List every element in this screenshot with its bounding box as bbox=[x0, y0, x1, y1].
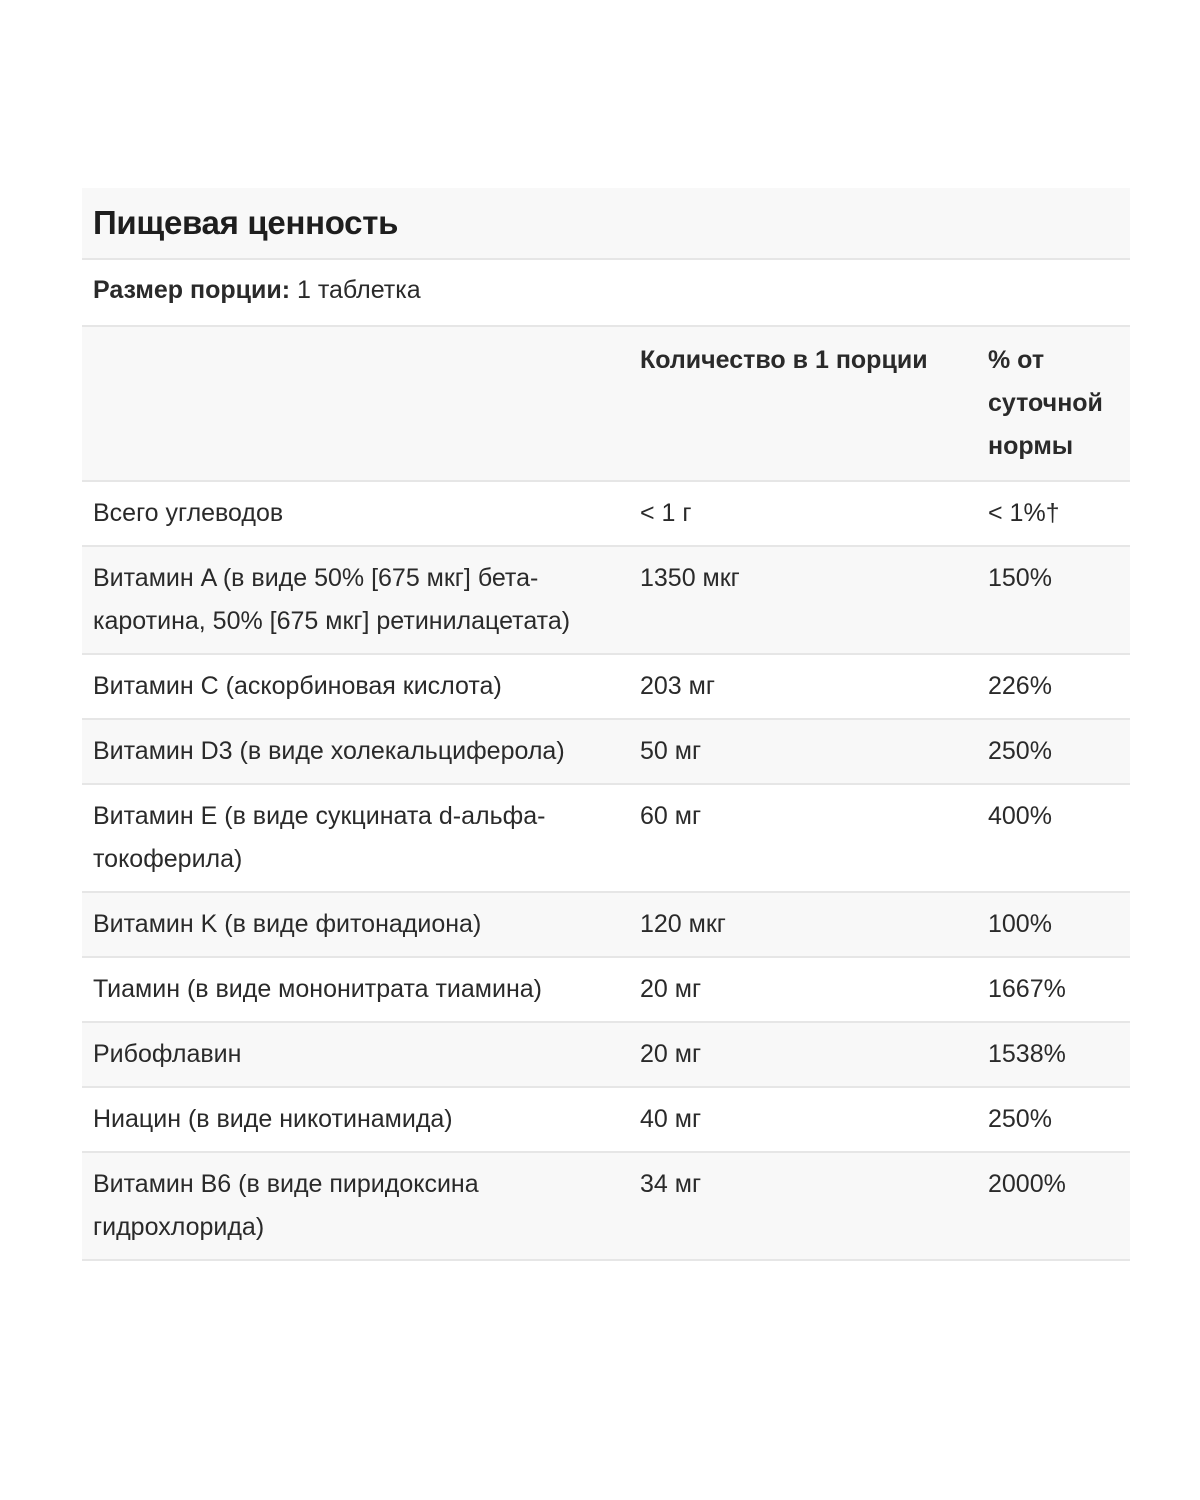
table-row bbox=[82, 481, 1130, 546]
table-row bbox=[82, 1152, 1130, 1260]
table-row bbox=[82, 719, 1130, 784]
nutrition-facts-panel bbox=[82, 188, 1130, 1261]
table-row bbox=[82, 654, 1130, 719]
nutrient-daily-value: 226% bbox=[988, 672, 1052, 700]
panel-title: Пищевая ценность bbox=[82, 188, 1130, 260]
nutrient-daily-value: 2000% bbox=[988, 1170, 1066, 1198]
table-header bbox=[82, 327, 1130, 481]
column-header-amount: Количество в 1 порции bbox=[630, 327, 978, 481]
table-row bbox=[82, 546, 1130, 654]
nutrient-name: Тиамин (в виде мононитрата тиамина) bbox=[93, 975, 542, 1003]
nutrient-name: Ниацин (в виде никотинамида) bbox=[93, 1105, 453, 1133]
serving-size-value: 1 таблетка bbox=[297, 276, 421, 304]
serving-size-label: Размер порции: bbox=[93, 276, 291, 304]
table-row bbox=[82, 1087, 1130, 1152]
nutrient-name: Витамин D3 (в виде холекальциферола) bbox=[93, 737, 565, 765]
serving-size bbox=[82, 260, 1130, 327]
nutrient-name: Витамин K (в виде фитонадиона) bbox=[93, 910, 482, 938]
nutrient-daily-value: 150% bbox=[988, 564, 1052, 592]
nutrient-daily-value: 1538% bbox=[988, 1040, 1066, 1068]
nutrient-daily-value: 1667% bbox=[988, 975, 1066, 1003]
table-row bbox=[82, 957, 1130, 1022]
nutrient-daily-value: < 1%† bbox=[988, 499, 1060, 527]
header-row bbox=[82, 327, 1130, 481]
nutrient-name: Всего углеводов bbox=[93, 499, 284, 527]
nutrient-amount: 120 мкг bbox=[640, 910, 726, 938]
nutrient-amount: 34 мг bbox=[640, 1170, 702, 1198]
nutrient-daily-value: 250% bbox=[988, 1105, 1052, 1133]
nutrient-amount: 20 мг bbox=[640, 975, 702, 1003]
nutrient-daily-value: 100% bbox=[988, 910, 1052, 938]
nutrient-amount: < 1 г bbox=[640, 499, 692, 527]
nutrient-name: Витамин B6 (в виде пиридоксина гидрохлорида) bbox=[93, 1170, 479, 1241]
nutrient-daily-value: 250% bbox=[988, 737, 1052, 765]
column-header-name bbox=[82, 327, 630, 481]
table-row bbox=[82, 784, 1130, 892]
nutrient-daily-value: 400% bbox=[988, 802, 1052, 830]
column-header-daily-value: % от суточной нормы bbox=[978, 327, 1130, 481]
nutrient-name: Витамин C (аскорбиновая кислота) bbox=[93, 672, 502, 700]
table-row bbox=[82, 1022, 1130, 1087]
nutrient-amount: 60 мг bbox=[640, 802, 702, 830]
nutrition-table bbox=[82, 327, 1130, 1261]
table-row bbox=[82, 892, 1130, 957]
table-body bbox=[82, 481, 1130, 1260]
nutrient-name: Рибофлавин bbox=[93, 1040, 242, 1068]
nutrient-name: Витамин E (в виде сукцината d-альфа-токоферила) bbox=[93, 802, 546, 873]
nutrient-amount: 50 мг bbox=[640, 737, 702, 765]
nutrient-amount: 1350 мкг bbox=[640, 564, 740, 592]
nutrient-name: Витамин A (в виде 50% [675 мкг] бета-каротина, 50% [675 мкг] ретинилацетата) bbox=[93, 564, 571, 635]
nutrient-amount: 203 мг bbox=[640, 672, 715, 700]
nutrient-amount: 20 мг bbox=[640, 1040, 702, 1068]
nutrient-amount: 40 мг bbox=[640, 1105, 702, 1133]
